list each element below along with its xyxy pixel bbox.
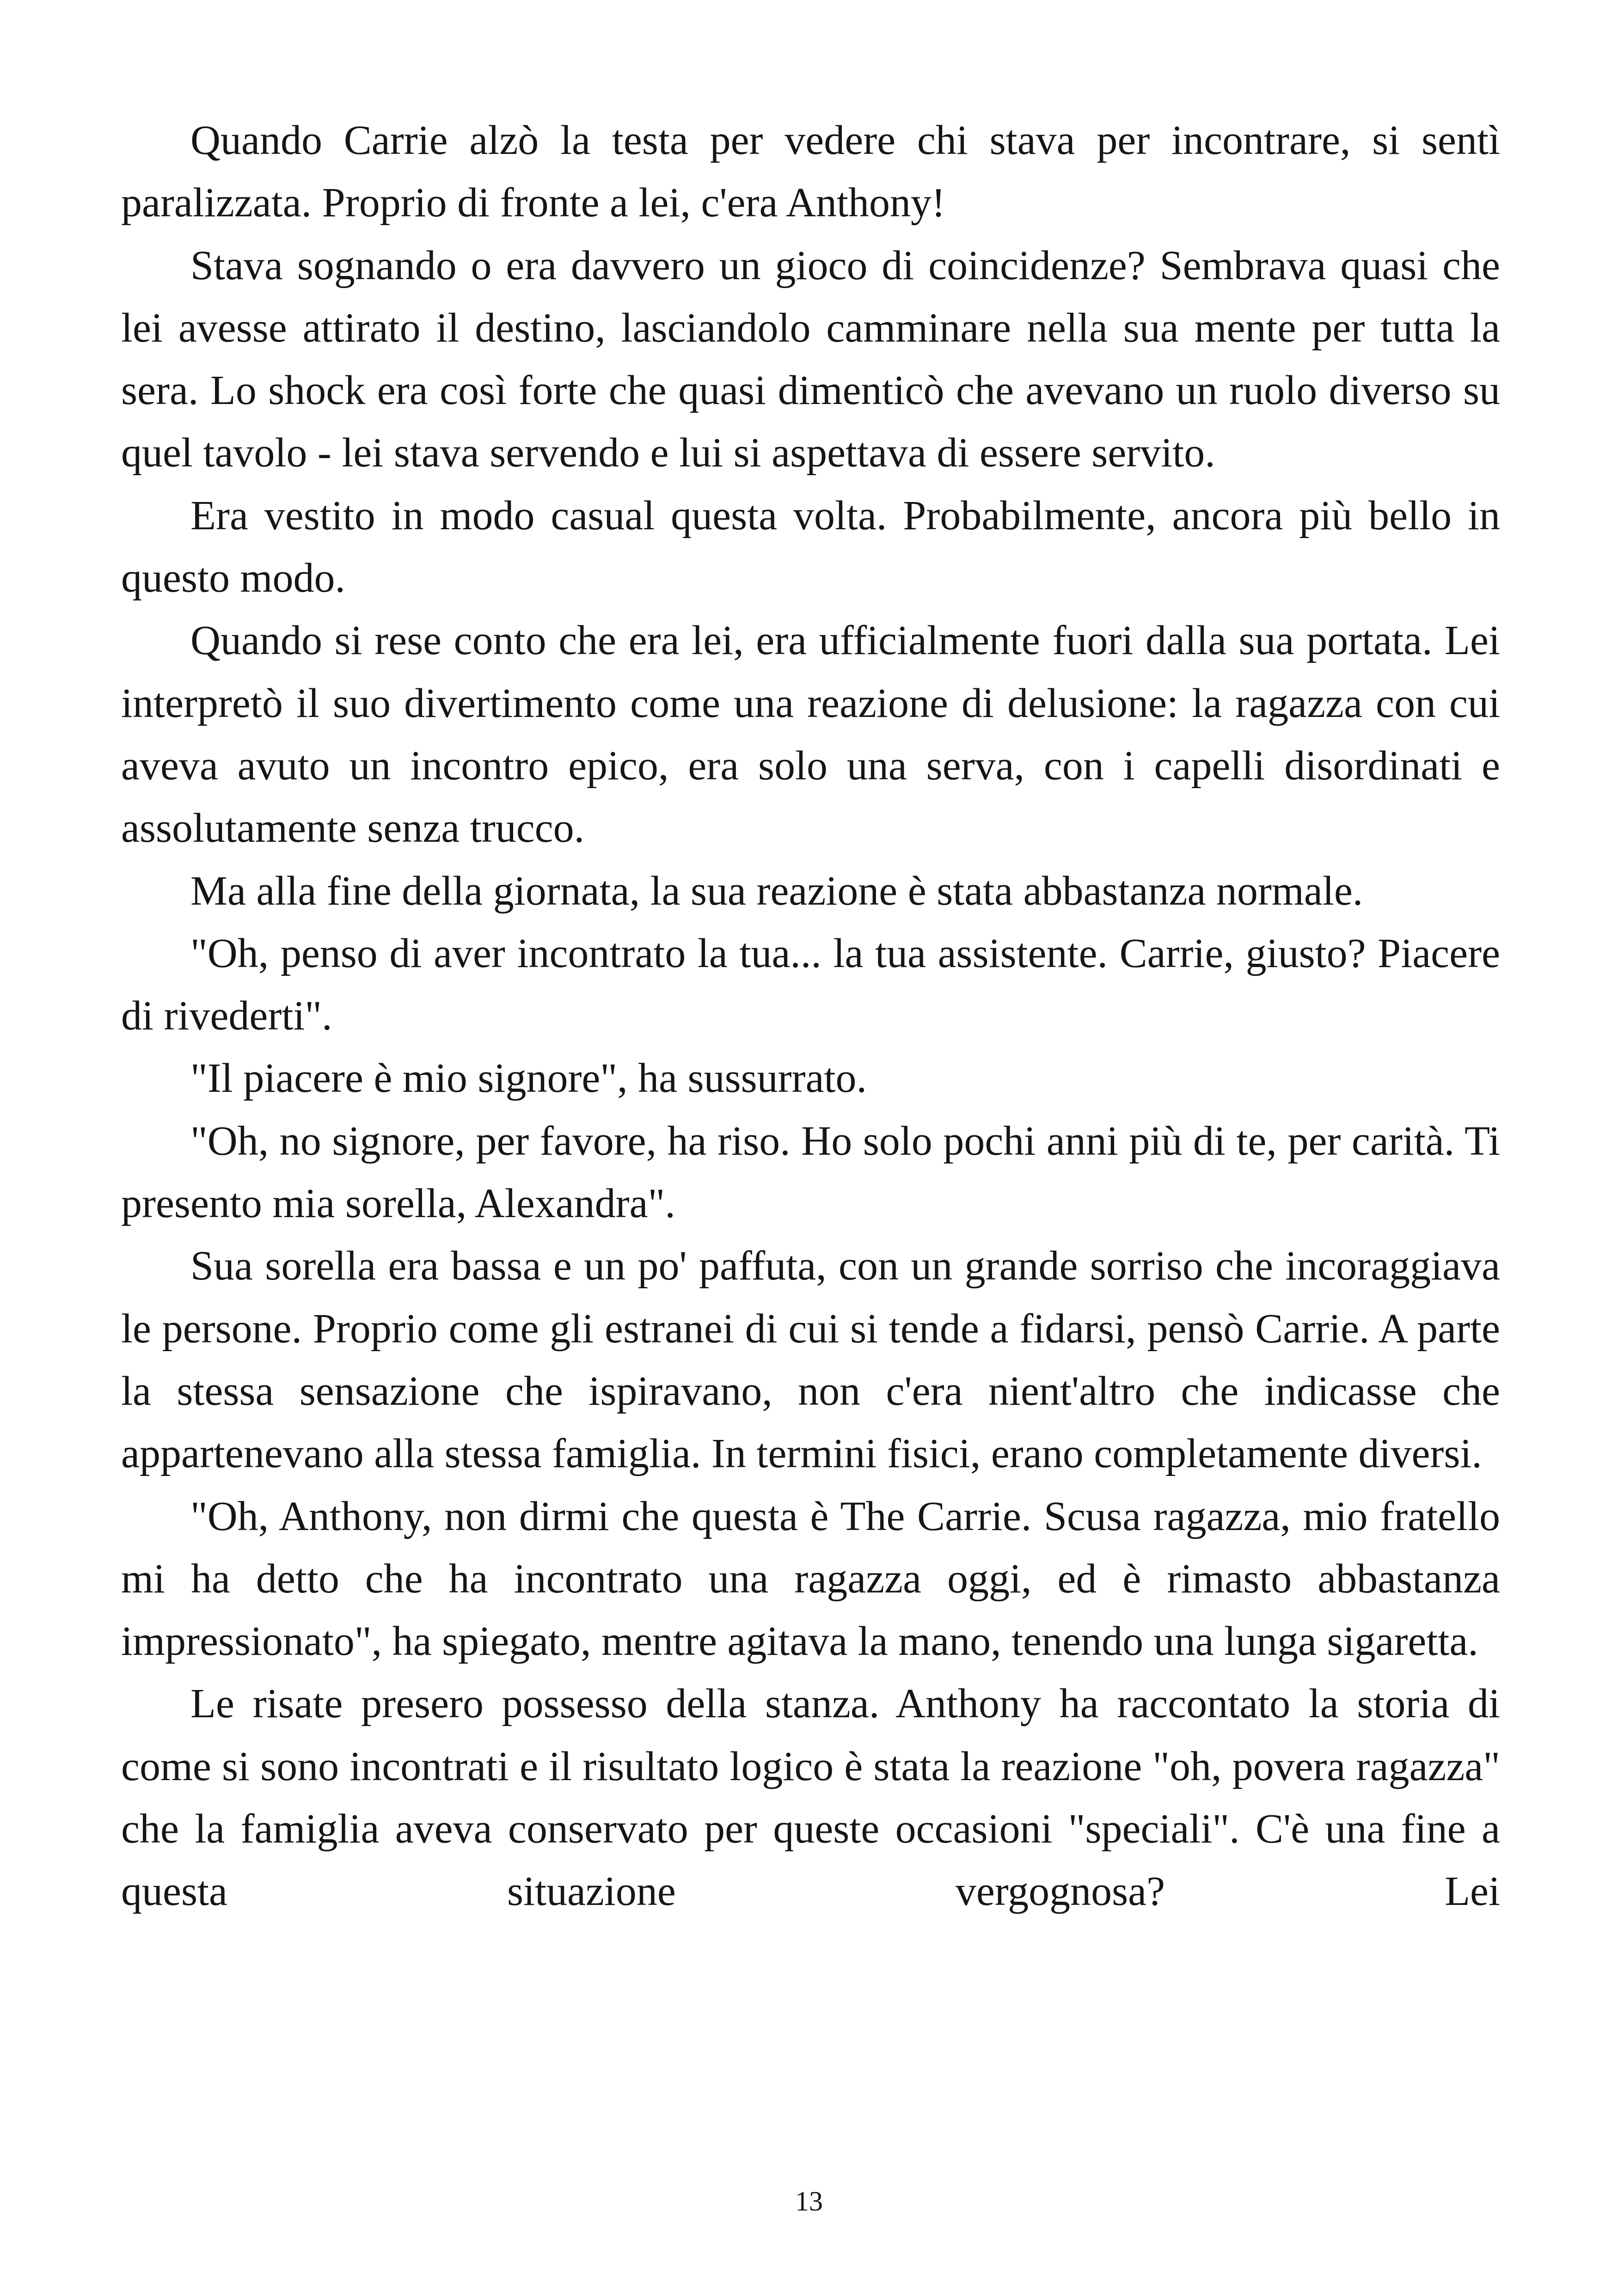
paragraph-6: "Oh, penso di aver incontrato la tua... la tua assistente. Carrie, giusto? Piacere di rivederti".: [121, 930, 1500, 1039]
paragraph-10: "Oh, Anthony, non dirmi che questa è The Carrie. Scusa ragazza, mio fratello mi ha detto che ha incontrato una ragazza oggi, ed è rimasto abbastanza impressionato", ha spiegato, mentre agitava la mano, tenendo una lunga sigaretta.: [121, 1493, 1500, 1665]
paragraph-11: Le risate presero possesso della stanza. Anthony ha raccontato la storia di come si sono incontrati e il risultato logico è stata la reazione "oh, povera ragazza" che la famiglia aveva conservato per queste occasioni "speciali". C'è una fine a questa situazione vergognosa? Lei: [121, 1681, 1500, 1915]
paragraph-5: Ma alla fine della giornata, la sua reazione è stata abbastanza normale.: [190, 868, 1363, 914]
paragraph-2: Stava sognando o era davvero un gioco di coincidenze? Sembrava quasi che lei avesse attirato il destino, lasciandolo camminare nella sua mente per tutta la sera. Lo shock era così forte che quasi dimenticò che avevano un ruolo diverso su quel tavolo - lei stava servendo e lui si aspettava di essere servito.: [121, 242, 1500, 476]
paragraph-4: Quando si rese conto che era lei, era ufficialmente fuori dalla sua portata. Lei interpretò il suo divertimento come una reazione di delusione: la ragazza con cui aveva avuto un incontro epico, era solo una serva, con i capelli disordinati e assolutamente senza trucco.: [121, 618, 1500, 851]
page-number: 13: [795, 2186, 823, 2216]
paragraph-9: Sua sorella era bassa e un po' paffuta, con un grande sorriso che incoraggiava le persone. Proprio come gli estranei di cui si tende a fidarsi, pensò Carrie. A parte la stessa sensazione che ispiravano, non c'era nient'altro che indicasse che appartenevano alla stessa famiglia. In termini fisici, erano completamente diversi.: [121, 1243, 1500, 1477]
paragraph-1: Quando Carrie alzò la testa per vedere chi stava per incontrare, si sentì paralizzata. Proprio di fronte a lei, c'era Anthony!: [121, 117, 1500, 226]
paragraph-7: "Il piacere è mio signore", ha sussurrato.: [190, 1055, 867, 1102]
paragraph-8: "Oh, no signore, per favore, ha riso. Ho solo pochi anni più di te, per carità. Ti presento mia sorella, Alexandra".: [121, 1118, 1500, 1227]
body-text: [121, 109, 1500, 1923]
paragraph-3: Era vestito in modo casual questa volta. Probabilmente, ancora più bello in questo modo.: [121, 492, 1500, 601]
